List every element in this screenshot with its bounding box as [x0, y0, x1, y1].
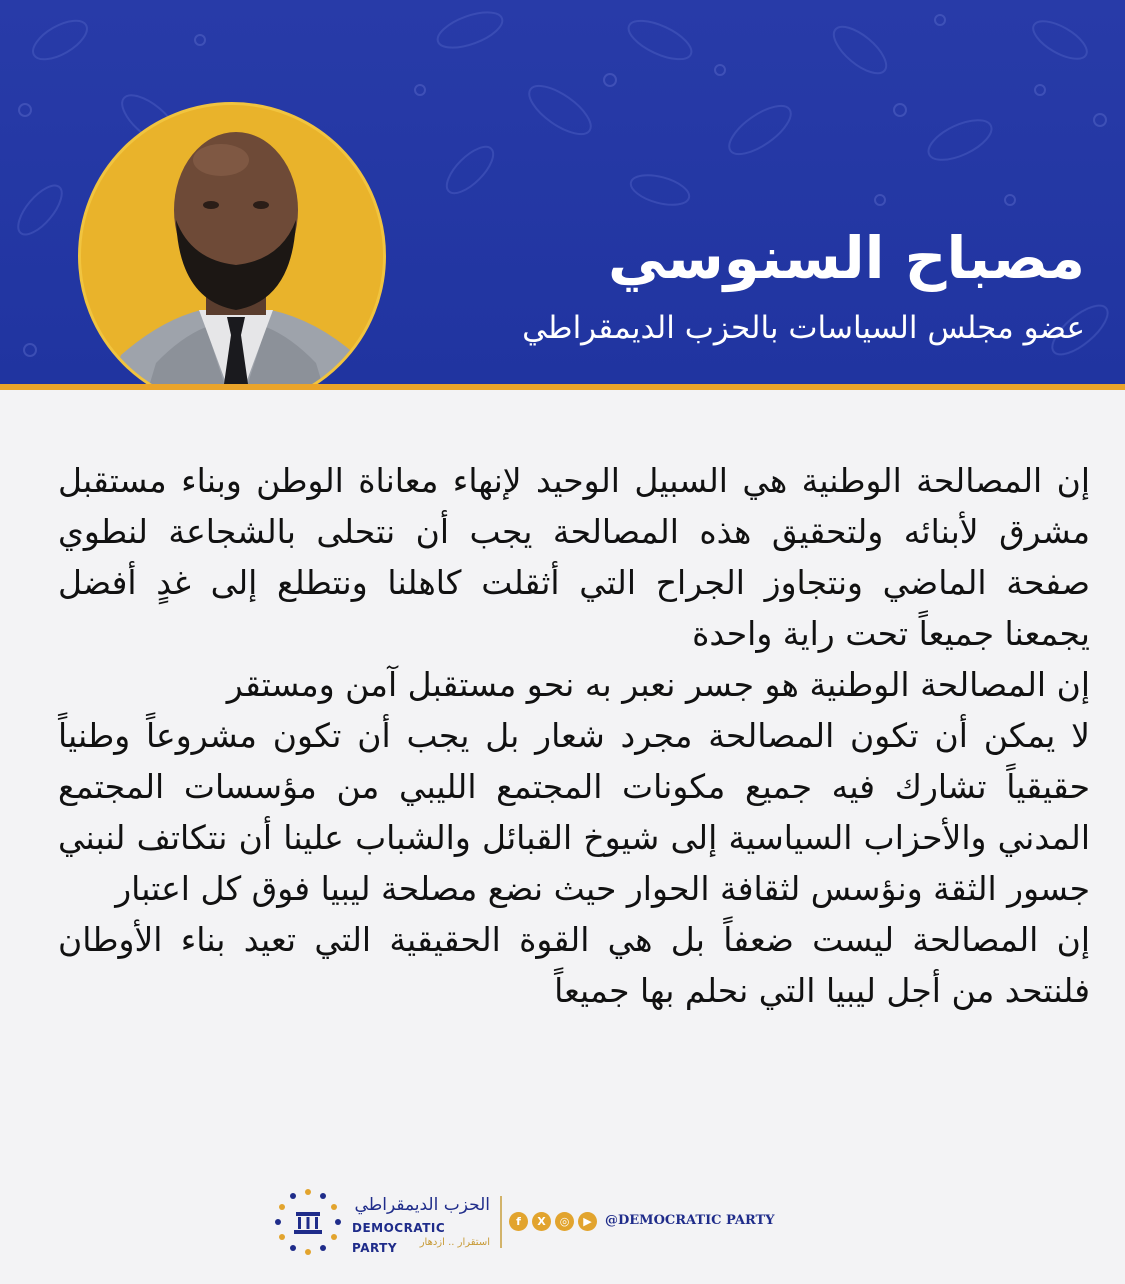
- social-links: [509, 1211, 775, 1231]
- person-role: عضو مجلس السياسات بالحزب الديمقراطي: [522, 310, 1085, 346]
- header-divider: [0, 384, 1125, 390]
- statement-text: [58, 455, 1090, 1095]
- statement-paragraph: لا يمكن أن تكون المصالحة مجرد شعار بل يجب أن تكون مشروعاً وطنياً حقيقياً تشارك فيه جميع مكونات المجتمع الليبي من مؤسسات المجتمع المدني والأحزاب السياسية إلى شيوخ القبائل والشباب علينا أن نتكاتف لنبني جسور الثقة ونؤسس لثقافة الحوار حيث نضع مصلحة ليبيا فوق كل اعتبار: [58, 716, 1090, 908]
- header-banner: [0, 0, 1125, 388]
- statement-paragraph: إن المصالحة ليست ضعفاً بل هي القوة الحقيقية التي تعيد بناء الأوطان فلنتحد من أجل ليبيا التي نحلم بها جميعاً: [58, 920, 1090, 1010]
- party-name-arabic: الحزب الديمقراطي: [354, 1195, 490, 1215]
- instagram-icon[interactable]: ◎: [555, 1212, 574, 1231]
- facebook-icon[interactable]: f: [509, 1212, 528, 1231]
- social-handle: @DEMOCRATIC PARTY: [605, 1213, 775, 1228]
- party-name-english: DEMOCRATIC PARTY: [352, 1221, 446, 1255]
- democratic-party-emblem-icon: [272, 1186, 344, 1258]
- youtube-icon[interactable]: ▶: [578, 1212, 597, 1231]
- man-portrait-icon: [81, 105, 386, 388]
- statement-paragraph: إن المصالحة الوطنية هي السبيل الوحيد لإنهاء معاناة الوطن وبناء مستقبل مشرق لأبنائه ولتحقيق هذه المصالحة يجب أن نتحلى بالشجاعة لنطوي صفحة الماضي ونتجاوز الجراح التي أثقلت كاهلنا ونتطلع إلى غدٍ أفضل يجمعنا جميعاً تحت راية واحدة: [58, 461, 1090, 653]
- x-icon[interactable]: X: [532, 1212, 551, 1231]
- footer-divider: [500, 1196, 502, 1248]
- statement-paragraph: إن المصالحة الوطنية هو جسر نعبر به نحو مستقبل آمن ومستقر: [226, 665, 1090, 704]
- person-name: مصباح السنوسي: [608, 224, 1085, 292]
- party-slogan: استقرار .. ازدهار: [419, 1237, 490, 1248]
